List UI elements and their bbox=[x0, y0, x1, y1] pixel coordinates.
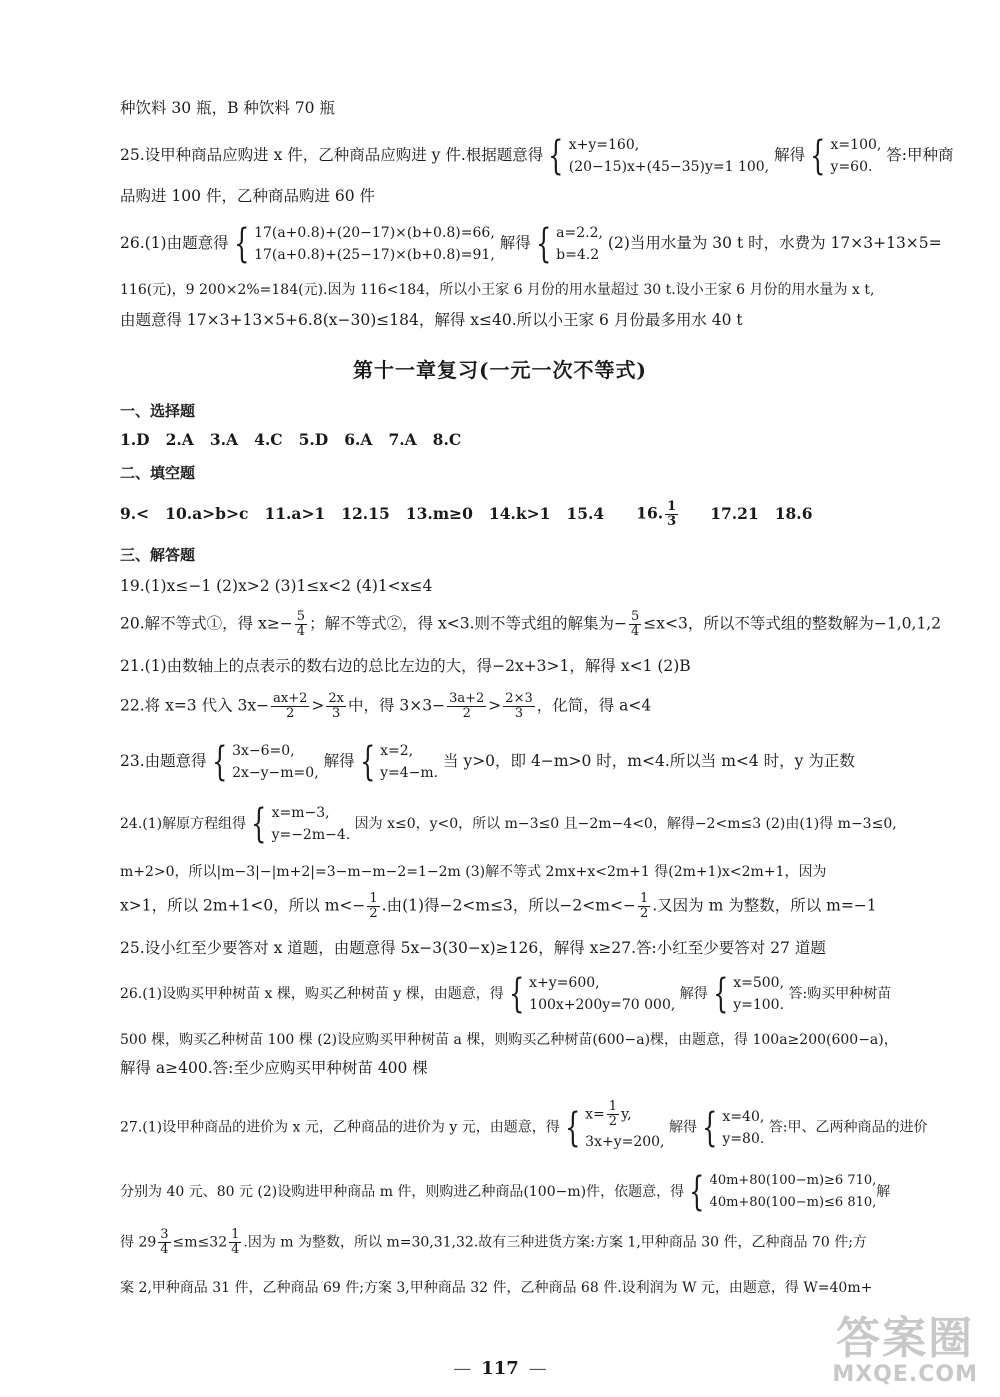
equation-system: x+y=160, (20−15)x+(45−35)y=1 100, bbox=[568, 137, 770, 175]
text-line: m+2>0，所以|m−3|−|m+2|=3−m−m−2=1−2m (3)解不等式 2mx+x<2m+1 得(2m+1)x<2m+1，因为 bbox=[120, 864, 827, 880]
answer-item: 7.A bbox=[388, 430, 417, 449]
answer-item: 9.< bbox=[120, 503, 150, 523]
brace-icon: { bbox=[702, 1104, 718, 1151]
q23-line: 23.由题意得 { 3x−6=0, 2x−y−m=0, 解得 { x=2, y=4−m. 当 y>0，即 4−m>0 时，m<4.所以当 m<4 时，y 为正数 bbox=[120, 739, 855, 785]
solution-system: x=2, y=4−m. bbox=[380, 743, 439, 781]
text-line: 由题意得 17×3+13×5+6.8(x−30)≤184，解得 x≤40.所以小王家 6 月份最多用水 40 t bbox=[120, 311, 743, 329]
answer-item: 5.D bbox=[298, 430, 329, 449]
equation-system: 17(a+0.8)+(20−17)×(b+0.8)=66, 17(a+0.8)+(25−17)×(b+0.8)=91, bbox=[254, 225, 495, 263]
text-line: 116(元)，9 200×2%=184(元).因为 116<184，所以小王家 6 月份的用水量超过 30 t.设小王家 6 月份的用水量为 x t, bbox=[120, 282, 875, 298]
section-heading: 二、填空题 bbox=[120, 464, 196, 482]
section-heading: 一、选择题 bbox=[120, 402, 196, 420]
q27-line: 27.(1)设甲种商品的进价为 x 元，乙种商品的进价为 y 元，由题意，得 { x= $\frac{1}{2}$ y, 3x+y=200, 解得 { x=40, y=80. 答:甲、乙两种商品的进价 bbox=[120, 1100, 928, 1160]
brace-icon: { bbox=[548, 133, 564, 179]
fraction: $\frac{1}{2}$ bbox=[639, 891, 649, 921]
answer-item: 1.D bbox=[120, 430, 150, 449]
answer-item: 15.4 bbox=[566, 503, 605, 523]
q20-line: 20.解不等式①，得 x≥− $\frac{5}{4}$ ；解不等式②，得 x<3.则不等式组的解集为− $\frac{5}{4}$ ≤x<3，所以不等式组的整数解为−1,0,1,2 bbox=[120, 609, 942, 639]
fill-answers bbox=[120, 500, 845, 536]
answer-item: 12.15 bbox=[341, 503, 390, 523]
equation-system: x+y=600, 100x+200y=70 000, bbox=[529, 975, 676, 1013]
fraction: $\frac{1}{2}$ bbox=[369, 891, 378, 921]
solution-system: x=100, y=60. bbox=[830, 137, 882, 175]
solve-label: 解得 bbox=[499, 234, 531, 252]
brace-icon: { bbox=[535, 221, 552, 267]
q25-text: 25.设甲种商品应购进 x 件，乙种商品应购进 y 件.根据题意得 bbox=[120, 146, 544, 164]
text-line: 种饮料 30 瓶，B 种饮料 70 瓶 bbox=[120, 99, 335, 117]
equation-system: x= $\frac{1}{2}$ y, 3x+y=200, bbox=[585, 1099, 665, 1150]
brace-icon: { bbox=[211, 739, 228, 785]
section-heading: 三、解答题 bbox=[120, 546, 196, 564]
q26-part2-text: (2)当用水量为 30 t 时，水费为 17×3+13×5= bbox=[607, 234, 942, 252]
answer-item: 3.A bbox=[209, 430, 239, 449]
q26-text: 26.(1)由题意得 bbox=[120, 234, 229, 252]
solution-system: x=500, y=100. bbox=[733, 975, 785, 1013]
brace-icon: { bbox=[251, 801, 267, 847]
fill-answer: 16. bbox=[636, 503, 664, 523]
text-line: 解得 a≥400.答:至少应购买甲种树苗 400 棵 bbox=[120, 1059, 428, 1077]
text-line: 品购进 100 件，乙种商品购进 60 件 bbox=[120, 187, 376, 205]
choice-answers bbox=[120, 430, 477, 450]
answer-item: 11.a>1 bbox=[264, 503, 326, 523]
fill-answers-a bbox=[120, 504, 620, 523]
answer-item: 4.C bbox=[254, 430, 283, 449]
brace-icon: { bbox=[689, 1169, 705, 1215]
answer-item: 13.m≥0 bbox=[405, 503, 473, 523]
fraction: $\frac{3}{4}$ bbox=[160, 1227, 169, 1257]
equation-system: 3x−6=0, 2x−y−m=0, bbox=[232, 743, 319, 781]
answer-item: 8.C bbox=[432, 430, 462, 449]
fraction: $\frac{2x}{3}$ bbox=[328, 691, 344, 721]
fill-answers-b bbox=[710, 504, 828, 523]
solution-system: x=40, y=80. bbox=[722, 1108, 765, 1147]
solution-system: a=2.2, b=4.2 bbox=[556, 225, 603, 263]
q25-answer-line: 25.设小红至少要答对 x 道题，由题意得 5x−3(30−x)≥126，解得 x≥27.答:小红至少要答对 27 道题 bbox=[120, 939, 826, 957]
brace-icon: { bbox=[810, 133, 826, 179]
q27-line2: 分别为 40 元、80 元 (2)设购进甲种商品 m 件，则购进乙种商品(100−m)件，依题意，得 { 40m+80(100−m)≥6 710, 40m+80(100−m)≤6 810,解 bbox=[120, 1169, 891, 1215]
brace-icon: { bbox=[508, 971, 525, 1017]
text-line: 500 棵，购买乙种树苗 100 棵 (2)设应购买甲种树苗 a 棵，则购买乙种树苗(600−a)棵，由题意，得 100a≥200(600−a)， bbox=[120, 1032, 898, 1048]
brace-icon: { bbox=[564, 1104, 581, 1151]
q22-line: 22.将 x=3 代入 3x− $\frac{ax+2}{2}$ > $\frac{2x}{3}$ 中，得 3×3− $\frac{3a+2}{2}$ > $\frac{2\times 3}{3}$ ，化简，得 a<4 bbox=[120, 691, 652, 721]
answer-text: 答:甲种商 bbox=[886, 146, 954, 164]
fraction: $\frac{1}{4}$ bbox=[231, 1227, 240, 1257]
answer-item: 6.A bbox=[344, 430, 373, 449]
inequality-system: 40m+80(100−m)≥6 710, 40m+80(100−m)≤6 810, bbox=[709, 1173, 877, 1210]
brace-icon: { bbox=[359, 739, 375, 785]
q26-line bbox=[120, 222, 942, 272]
q21-line: 21.(1)由数轴上的点表示的数右边的总比左边的大，得−2x+3>1，解得 x<1 (2)B bbox=[120, 657, 691, 675]
brace-icon: { bbox=[712, 971, 729, 1017]
q19-line: 19.(1)x≤−1 (2)x>2 (3)1≤x<2 (4)1<x≤4 bbox=[120, 577, 433, 595]
watermark-logo: 答案圈 MXQE.COM bbox=[832, 1313, 978, 1387]
fraction: $\frac{1}{2}$ bbox=[608, 1099, 618, 1129]
answer-item: 17.21 bbox=[710, 503, 759, 523]
q24-line3: x>1，所以 2m+1<0，所以 m<− $\frac{1}{2}$ .由(1)得−2<m≤3，所以−2<m<− $\frac{1}{2}$ .又因为 m 为整数，所以 m=−1 bbox=[120, 891, 877, 921]
equation-system: x=m−3, y=−2m−4. bbox=[271, 805, 351, 843]
answer-item: 18.6 bbox=[774, 503, 813, 523]
solve-label: 解得 bbox=[774, 146, 806, 164]
fraction: $\frac{ax+2}{2}$ bbox=[273, 691, 308, 721]
answer-item: 2.A bbox=[165, 430, 194, 449]
text-line: 案 2,甲种商品 31 件，乙种商品 69 件;方案 3,甲种商品 32 件，乙种商品 68 件.设利润为 W 元，由题意，得 W=40m+ bbox=[120, 1280, 873, 1296]
page-number: — 117 — bbox=[453, 1358, 547, 1379]
fraction: $\frac{3a+2}{2}$ bbox=[449, 691, 485, 721]
q24-line: 24.(1)解原方程组得 { x=m−3, y=−2m−4. 因为 x≤0，y<0，所以 m−3≤0 且−2m−4<0，解得−2<m≤3 (2)由(1)得 m−3≤0, bbox=[120, 801, 897, 847]
fraction: $\frac{2\times 3}{3}$ bbox=[505, 691, 533, 721]
fraction: $\frac{5}{4}$ bbox=[631, 609, 640, 639]
fraction: $\frac{5}{4}$ bbox=[296, 609, 306, 639]
q25-line bbox=[120, 134, 954, 184]
chapter-title: 第十一章复习(一元一次不等式) bbox=[353, 358, 647, 382]
answer-item: 14.k>1 bbox=[488, 503, 551, 523]
q27-line3: 得 29 $\frac{3}{4}$ ≤m≤32 $\frac{1}{4}$ .因为 m 为整数，所以 m=30,31,32.故有三种进货方案:方案 1,甲种商品 30 件，乙种商品 70 件;方 bbox=[120, 1227, 867, 1257]
q26-answer-line: 26.(1)设购买甲种树苗 x 棵，购买乙种树苗 y 棵，由题意，得 { x+y=600, 100x+200y=70 000, 解得 { x=500, y=100. 答:购买甲种树苗 bbox=[120, 971, 892, 1017]
answer-item: 10.a>b>c bbox=[165, 503, 249, 523]
fraction: $\frac{1}{3}$ bbox=[667, 499, 677, 529]
brace-icon: { bbox=[233, 221, 249, 267]
